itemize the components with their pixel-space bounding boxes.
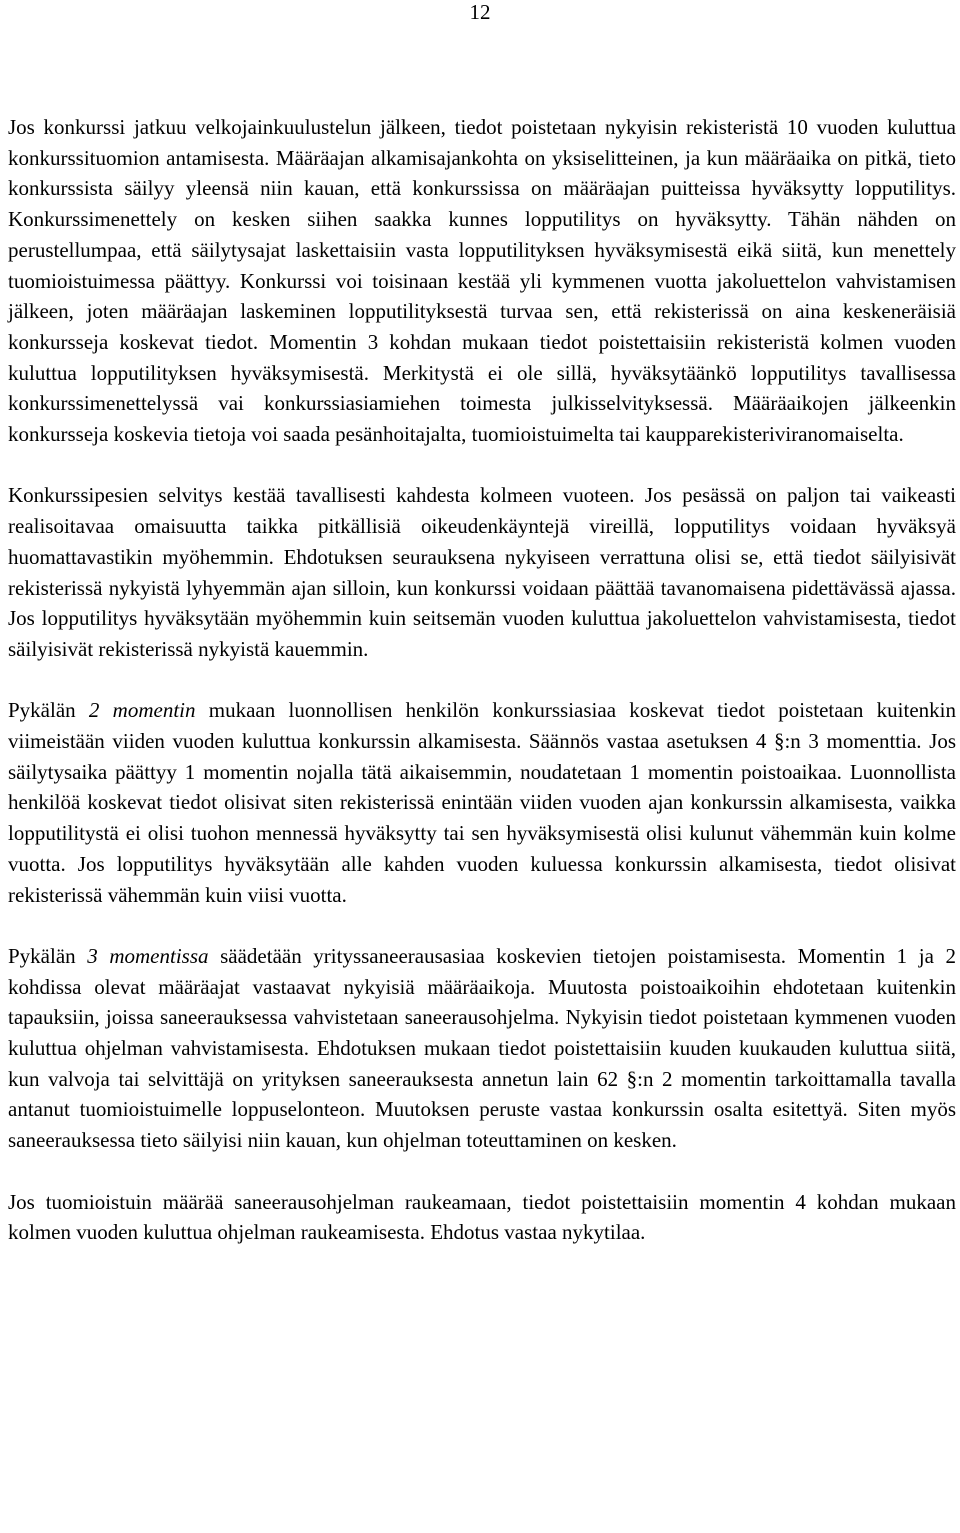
paragraph [8, 941, 956, 1156]
paragraph-text: Pykälän [8, 943, 88, 968]
paragraph-text: mukaan luonnollisen henkilön konkurssiasiaa koskevat tiedot poistetaan kuitenkin viimeistään viiden vuoden kuluttua konkurssin alkamisesta. Säännös vastaa asetuksen 4 §:n 3 momenttia. Jos säilytysaika päättyy 1 momentin nojalla tätä aikaisemmin, noudatetaan 1 momentin poistoaikaa. Luonnollista henkilöä koskevat tiedot olisivat siten rekisterissä enintään viiden vuoden ajan konkurssin alkamisesta, vaikka lopputilitystä ei olisi tuohon mennessä hyväksytty tai sen hyväksymisestä olisi kulunut vähemmän kuin kolme vuotta. Jos lopputilitys hyväksytään alle kahden vuoden kuluessa konkurssin alkamisesta, tiedot olisivat rekisterissä vähemmän kuin viisi vuotta. [8, 698, 957, 907]
paragraph-text: Pykälän [8, 698, 89, 723]
paragraph [8, 480, 956, 664]
emphasized-text: 2 momentin [88, 698, 196, 723]
paragraph [8, 695, 956, 910]
paragraph-text: Jos tuomioistuin määrää saneerausohjelman raukeamaan, tiedot poistettaisiin momentin 4 kohdan mukaan kolmen vuoden kuluttua ohjelman raukeamisesta. Ehdotus vastaa nykytilaa. [8, 1189, 956, 1245]
paragraph-text: Jos konkurssi jatkuu velkojainkuulustelun jälkeen, tiedot poistetaan nykyisin rekisteristä 10 vuoden kuluttua konkurssituomion antamisesta. Määräajan alkamisajankohta on yksiselitteinen, ja kun määräaika on pitkä, tieto konkurssista säilyy yleensä niin kauan, että konkurssissa on määräajan puitteissa hyväksytty lopputilitys. Konkurssimenettely on kesken siihen saakka kunnes lopputilitys on hyväksytty. Tähän nähden on perustellumpaa, että säilytysajat laskettaisiin vasta lopputilityksen hyväksymisestä eikä siitä, kun menettely tuomioistuimessa päättyy. Konkurssi voi toisinaan kestää yli kymmenen vuotta jakoluettelon vahvistamisen jälkeen, joten määräajan laskeminen lopputilityksestä turvaa sen, että rekisterissä on aina keskeneräisiä konkursseja koskevat tiedot. Momentin 3 kohdan mukaan tiedot poistettaisiin rekisteristä kolmen vuoden kuluttua lopputilityksen hyväksymisestä. Merkitystä ei ole sillä, hyväksytäänkö lopputilitys tavallisessa konkurssimenettelyssä vai konkurssiasiamiehen toimesta julkisselvityksessä. Määräaikojen jälkeenkin konkursseja koskevia tietoja voi saada pesänhoitajalta, tuomioistuimelta tai kaupparekisteriviranomaiselta. [8, 115, 956, 447]
paragraph [8, 112, 956, 450]
document-body [8, 112, 956, 1248]
emphasized-text: 3 momentissa [87, 943, 209, 968]
paragraph [8, 1187, 956, 1248]
paragraph-text: säädetään yrityssaneerausasiaa koskevien tietojen poistamisesta. Momentin 1 ja 2 kohdissa olevat määräajat vastaavat nykyisiä määräaikoja. Muutosta poistoaikoihin ehdotetaan kuitenkin tapauksiin, joissa saneerauksessa vahvistetaan saneerausohjelma. Nykyisin tiedot poistetaan kymmenen vuoden kuluttua ohjelman vahvistamisesta. Ehdotuksen mukaan tiedot poistettaisiin kuuden kuukauden kuluttua siitä, kun valvoja tai selvittäjä on yrityksen saneerauksesta annetun lain 62 §:n 2 momentin tarkoittamalla tavalla antanut tuomioistuimelle loppuselonteon. Muutoksen peruste vastaa konkurssin osalta esitettyä. Siten myös saneerauksessa tieto säilyisi niin kauan, kun ohjelman toteuttaminen on kesken. [8, 943, 957, 1153]
paragraph-text: Konkurssipesien selvitys kestää tavallisesti kahdesta kolmeen vuoteen. Jos pesässä on paljon tai vaikeasti realisoitavaa omaisuutta taikka pitkällisiä oikeudenkäyntejä vireillä, lopputilitys voidaan hyväksyä huomattavastikin myöhemmin. Ehdotuksen seurauksena nykyiseen verrattuna olisi se, että tiedot säilyisivät rekisterissä nykyistä lyhyemmän ajan silloin, kun konkurssi voidaan päättää tavanomaisena pidettävässä ajassa. Jos lopputilitys hyväksytään myöhemmin kuin seitsemän vuoden kuluttua jakoluettelon vahvistamisesta, tiedot säilyisivät rekisterissä nykyistä kauemmin. [8, 483, 956, 661]
page-number: 12 [469, 0, 491, 24]
